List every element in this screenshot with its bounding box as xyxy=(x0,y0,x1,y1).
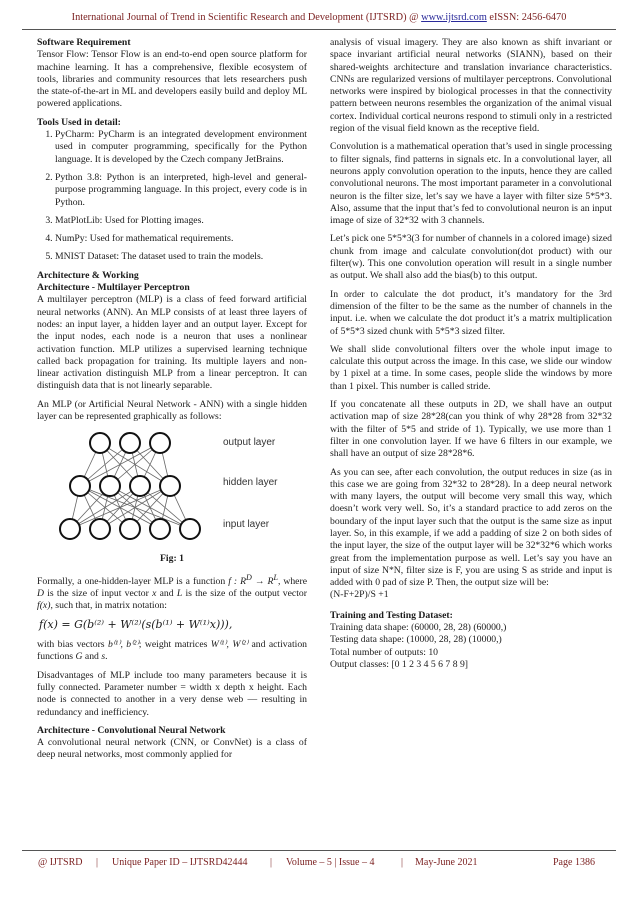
list-item: 1. PyCharm: PyCharm is an integrated development environment used in computer programming, specifically for the Python language. It is developed by the Czech company JetBrains. xyxy=(55,129,307,166)
software-text: Tensor Flow: Tensor Flow is an end-to-end open source platform for machine learning. It has a comprehensive, flexible ecosystem of tools, libraries and community resources that lets researchers push the state-of-the-art in ML and developers easily build and deploy ML powered applications. xyxy=(37,49,307,110)
formal-text-a: Formally, a one-hidden-layer MLP is a function xyxy=(37,575,226,587)
footer-page-number: Page 1386 xyxy=(553,857,595,868)
journal-url[interactable]: www.ijtsrd.com xyxy=(421,12,487,23)
input-node xyxy=(90,519,110,539)
architecture-heading: Architecture & Working xyxy=(37,269,139,281)
footer-separator: | xyxy=(401,857,404,868)
footer-separator: | xyxy=(270,857,273,868)
mlp-graph-text: An MLP (or Artificial Neural Network - ANN) with a single hidden layer can be represented graphically as follows: xyxy=(37,398,307,423)
stride-paragraph: We shall slide convolutional filters over the whole input image to calculate this output across the image. In this case, we slide our window by 1 pixel at a time. In some cases, people slide the windows by more than 1 pixel. This number is called stride. xyxy=(330,343,612,392)
bias-text-d: and xyxy=(82,651,102,663)
formal-text-e: is the size of the output vector xyxy=(182,588,307,600)
tools-list xyxy=(37,129,307,264)
list-item: 5. MNIST Dataset: The dataset used to train the models. xyxy=(55,251,307,263)
list-item: 2. Python 3.8: Python is an interpreted, high-level and general-purpose programming language. In this project, every code is in Python. xyxy=(55,172,307,209)
header-title: International Journal of Trend in Scientific Research and Development (IJTSRD) @ xyxy=(71,12,422,23)
footer-date: May-June 2021 xyxy=(415,857,478,868)
activation-G: G xyxy=(75,651,83,663)
input-node xyxy=(60,519,80,539)
hidden-node xyxy=(130,476,150,496)
input-layer-label: input layer xyxy=(223,519,270,531)
disadvantages-text: Disadvantages of MLP include too many parameters because it is fully connected. Parameter number = width x depth x height. Each node is connected to another in a very dense web — resulting in redundancy and inefficiency. xyxy=(37,669,307,718)
mlp-text: A multilayer perceptron (MLP) is a class of feed forward artificial neural networks (ANN). An MLP consists of at least three layers of nodes: an input layer, a hidden layer and an output layer. Except for the input nodes, each node is a neuron that uses a nonlinear activation function. MLP utilizes a supervised learning technique called back propagation for training. Its multiple layers and non-linear activation distinguish MLP from a linear perceptron. It can distinguish data that is not linearly separable. xyxy=(37,294,307,392)
formal-L: L xyxy=(176,588,183,600)
formal-D: D xyxy=(37,588,44,600)
cnn-paragraph-1: analysis of visual imagery. They are also known as shift invariant or space invariant artificial neural networks (SIANN), based on their shared-weights architecture and translation invariance characteristics. CNNs are regularized versions of multilayer perceptrons. Convolutional networks were inspired by biological processes in that the connectivity pattern between neurons resembles the organization of the animal visual cortex. Individual cortical neurons respond to stimuli only in a restricted region of the visual field known as the receptive field. xyxy=(330,37,612,135)
formal-text-c: is the size of input vector xyxy=(44,588,153,600)
formal-fx: f(x) xyxy=(37,600,51,612)
formal-text-b: , where xyxy=(277,575,308,587)
input-node xyxy=(180,519,200,539)
mlp-heading: Architecture - Multilayer Perceptron xyxy=(37,282,190,294)
output-size-formula: (N-F+2P)/S +1 xyxy=(330,589,389,601)
header-rule xyxy=(22,29,616,30)
activation-map-paragraph: If you concatenate all these outputs in 2D, we shall have an output activation map of size 28*28(can you think of why 28*28 from 32*32 with the filter of 5*5 and stride of 1). Typically, we use more than 1 filter in one convolution layer. If we have 6 filters in our example, we shall have an output of size 28*28*6. xyxy=(330,399,612,460)
input-node xyxy=(120,519,140,539)
chunk-paragraph: Let’s pick one 5*5*3(3 for number of channels in a colored image) sized chunk from image and calculate convolution(dot product) with our filter(w). This one convolution operation will result in a single number as output. We shall also add the bias(b) to this output. xyxy=(330,233,612,282)
formal-text-f: , such that, in matrix notation: xyxy=(50,600,167,612)
mlp-diagram xyxy=(55,429,205,551)
list-item: Training data shape: (60000, 28, 28) (60000,) xyxy=(330,622,507,634)
mlp-equation: f(x) = G(b⁽²⁾ + W⁽²⁾(s(b⁽¹⁾ + W⁽¹⁾x))), xyxy=(39,617,233,631)
output-node xyxy=(90,433,110,453)
tools-heading: Tools Used in detail: xyxy=(37,116,121,128)
formal-function xyxy=(228,572,278,587)
hidden-node xyxy=(70,476,90,496)
training-heading: Training and Testing Dataset: xyxy=(330,609,453,621)
list-item: Total number of outputs: 10 xyxy=(330,646,439,658)
output-node xyxy=(150,433,170,453)
hidden-node xyxy=(160,476,180,496)
bias-text-c: and activation functions xyxy=(37,639,308,663)
formal-sup-l: L xyxy=(273,572,278,582)
bias-text xyxy=(37,639,307,664)
list-item: Output classes: [0 1 2 3 4 5 6 7 8 9] xyxy=(330,658,469,670)
bias-text-a: with bias vectors xyxy=(37,639,108,651)
dot-product-paragraph: In order to calculate the dot product, it’s mandatory for the 3rd dimension of the filter to be the same as the number of channels in the input. i.e. when we calculate the dot product it’s a matrix multiplication of 5*5*3 sized chunk with 5*5*3 sized filter. xyxy=(330,288,612,337)
hidden-layer-label: hidden layer xyxy=(223,477,278,489)
software-heading: Software Requirement xyxy=(37,37,131,48)
footer-rule xyxy=(22,850,616,851)
figure-caption: Fig: 1 xyxy=(160,553,184,565)
formal-text-d: and xyxy=(156,588,177,600)
list-item: Testing data shape: (10000, 28, 28) (10000,) xyxy=(330,634,502,646)
output-layer-label: output layer xyxy=(223,437,276,449)
bias-text-b: ; weight matrices xyxy=(138,639,211,651)
bias-text-e: . xyxy=(105,651,108,663)
formal-x: x xyxy=(152,588,157,600)
formal-definition xyxy=(37,572,307,613)
hidden-node xyxy=(100,476,120,496)
left-column xyxy=(37,37,307,768)
formal-arrow: → R xyxy=(251,575,274,587)
footer-separator: | xyxy=(96,857,99,868)
list-item: 4. NumPy: Used for mathematical requirements. xyxy=(55,233,307,245)
cnn-text: A convolutional neural network (CNN, or ConvNet) is a class of deep neural networks, most commonly applied for xyxy=(37,737,307,761)
footer-publisher: @ IJTSRD xyxy=(38,857,83,868)
formal-fn: f : R xyxy=(228,575,247,587)
weight-matrices: W⁽¹⁾, W⁽²⁾ xyxy=(210,639,249,651)
right-column xyxy=(330,37,612,671)
footer-paper-id: Unique Paper ID – IJTSRD42444 xyxy=(112,857,248,868)
input-node xyxy=(150,519,170,539)
footer-volume: Volume – 5 | Issue – 4 xyxy=(286,857,375,868)
list-item: 3. MatPlotLib: Used for Plotting images. xyxy=(55,215,307,227)
journal-header xyxy=(0,12,638,23)
padding-paragraph: As you can see, after each convolution, the output reduces in size (as in this case we are going from 32*32 to 28*28). In a deep neural network with many layers, the output will become very small this way, which doesn’t work very well. So, it’s a standard practice to add zeros on the boundary of the input layer such that the output is the same size as input layer. So, in this example, if we add a padding of size 2 on both sides of the input layer, the size of the output layer will be 32*32*6 which works great from the implementation purpose as well. Let’s say you have an input of size N*N, filter size is F, you are using S as stride and input is added with 0 pad of size P. Then, the output size will be: xyxy=(330,466,612,589)
header-issn: eISSN: 2456-6470 xyxy=(486,12,567,23)
mlp-figure xyxy=(37,429,307,551)
cnn-heading: Architecture - Convolutional Neural Network xyxy=(37,724,226,736)
convolution-paragraph: Convolution is a mathematical operation that’s used in single processing to filter signals, find patterns in signals etc. In a convolutional layer, all neurons apply convolution operation to the inputs, hence they are called convolutional neurons. The most important parameter in a convolutional neuron is the filter size, let’s say we have a layer with filter size 5*5*3. Also, assume that the input that’s fed to convolutional neuron is an input image of size of 32*32 with 3 channels. xyxy=(330,141,612,227)
activation-s: s xyxy=(101,651,106,663)
output-node xyxy=(120,433,140,453)
formal-sup-d: D xyxy=(246,572,252,582)
bias-vectors: b⁽¹⁾, b⁽²⁾ xyxy=(107,639,139,651)
